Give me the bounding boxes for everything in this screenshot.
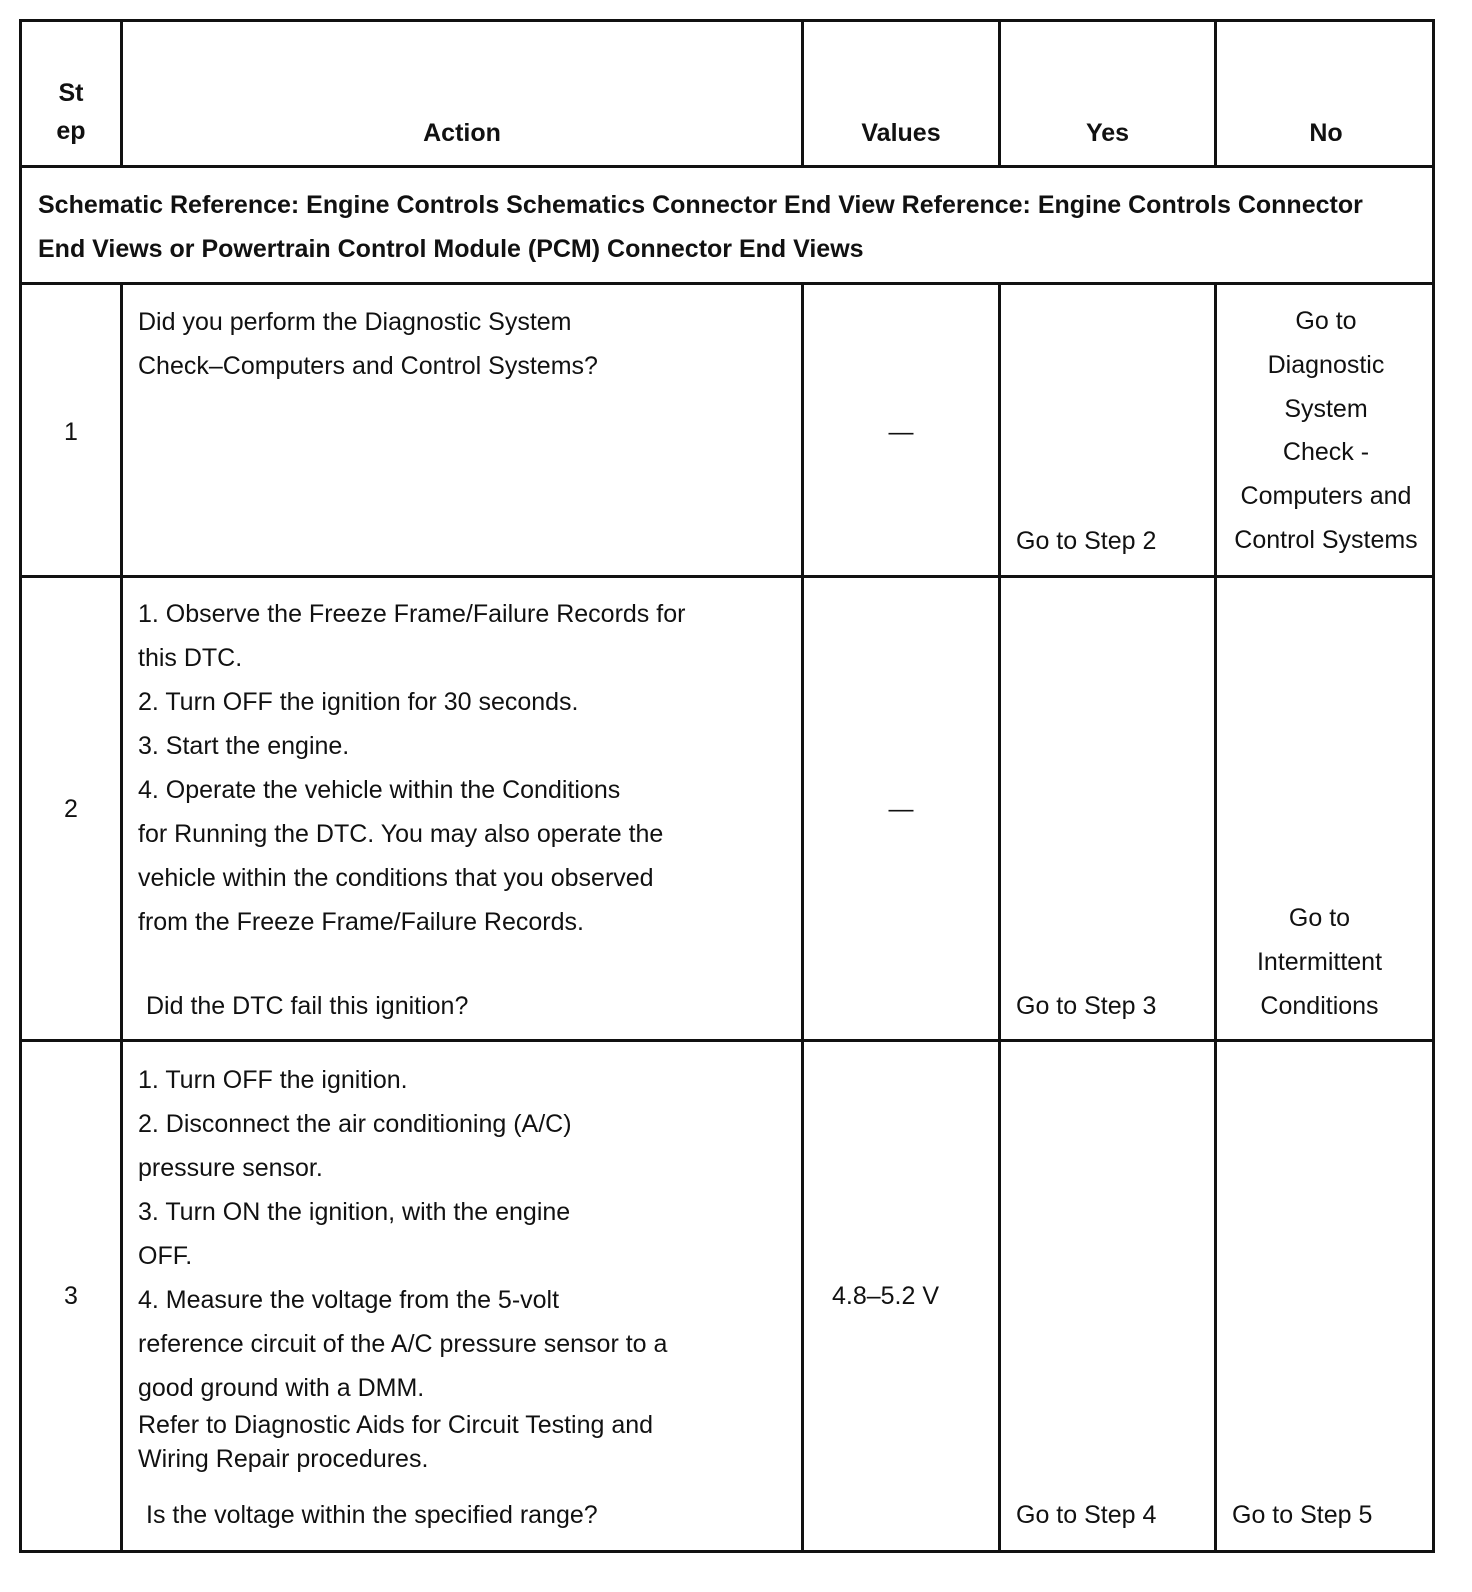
no-link[interactable] bbox=[1217, 300, 1435, 563]
action-line: OFF. bbox=[138, 1242, 193, 1270]
row-divider bbox=[22, 575, 1432, 578]
no-line: Control Systems bbox=[1234, 525, 1418, 554]
action-line: 2. Turn OFF the ignition for 30 seconds. bbox=[138, 688, 579, 716]
action-line: 3. Turn ON the ignition, with the engine bbox=[138, 1198, 571, 1226]
header-step bbox=[22, 74, 120, 150]
col-divider bbox=[801, 282, 804, 1550]
no-link[interactable] bbox=[1217, 896, 1422, 1028]
no-line: Conditions bbox=[1260, 992, 1379, 1020]
header-step-line-1: St bbox=[58, 79, 84, 107]
action-line: pressure sensor. bbox=[138, 1154, 323, 1182]
action-question: Did the DTC fail this ignition? bbox=[146, 992, 469, 1020]
action-line: vehicle within the conditions that you observed bbox=[138, 864, 654, 892]
row-divider bbox=[22, 165, 1432, 168]
row-divider bbox=[22, 282, 1432, 285]
action-line: 3. Start the engine. bbox=[138, 732, 350, 760]
header-yes: Yes bbox=[1085, 119, 1130, 147]
col-divider bbox=[120, 282, 123, 1550]
no-line: Intermittent bbox=[1256, 948, 1383, 976]
yes-link[interactable]: Go to Step 3 bbox=[1016, 992, 1157, 1020]
action-line: for Running the DTC. You may also operate the bbox=[138, 820, 664, 848]
header-action: Action bbox=[423, 119, 501, 147]
note-line: Refer to Diagnostic Aids for Circuit Testing and bbox=[138, 1411, 654, 1439]
action-line: this DTC. bbox=[138, 644, 243, 672]
step-number: 2 bbox=[64, 795, 78, 823]
action-line: 2. Disconnect the air conditioning (A/C) bbox=[138, 1110, 572, 1138]
value-cell: — bbox=[888, 418, 914, 446]
header-no: No bbox=[1309, 119, 1343, 147]
schematic-reference: Schematic Reference: Engine Controls Schematics Connector End View Reference: Engine Controls Connector End Views or Powertrain Control Module (PCM) Connector End Views bbox=[38, 191, 1363, 263]
value-cell: 4.8–5.2 V bbox=[832, 1282, 940, 1310]
step-number: 3 bbox=[64, 1282, 78, 1310]
no-line: System bbox=[1284, 394, 1368, 423]
action-line: reference circuit of the A/C pressure sensor to a bbox=[138, 1330, 668, 1358]
no-link[interactable]: Go to Step 5 bbox=[1232, 1501, 1373, 1529]
action-line: 4. Operate the vehicle within the Conditions bbox=[138, 776, 621, 804]
action-line: Did you perform the Diagnostic System bbox=[138, 308, 572, 336]
action-line: good ground with a DMM. bbox=[138, 1374, 425, 1402]
no-line: Go to bbox=[1295, 307, 1357, 335]
diagnostic-table bbox=[19, 19, 1435, 1553]
no-line: Diagnostic bbox=[1267, 350, 1385, 379]
header-values: Values bbox=[861, 119, 941, 147]
step-number: 1 bbox=[64, 418, 78, 446]
action-question: Is the voltage within the specified range? bbox=[146, 1501, 598, 1529]
action-line: Check–Computers and Control Systems? bbox=[138, 352, 598, 380]
col-divider bbox=[998, 282, 1001, 1550]
action-line: 4. Measure the voltage from the 5-volt bbox=[138, 1286, 560, 1314]
action-line: 1. Turn OFF the ignition. bbox=[138, 1066, 408, 1094]
yes-link[interactable]: Go to Step 2 bbox=[1016, 527, 1157, 555]
no-line: Computers and bbox=[1240, 482, 1412, 511]
no-line: Go to bbox=[1288, 904, 1351, 932]
value-cell: — bbox=[888, 795, 914, 823]
no-line: Check - bbox=[1282, 438, 1370, 467]
note-line: Wiring Repair procedures. bbox=[138, 1445, 429, 1473]
row-divider bbox=[22, 1039, 1432, 1042]
action-line: from the Freeze Frame/Failure Records. bbox=[138, 908, 584, 936]
yes-link[interactable]: Go to Step 4 bbox=[1016, 1501, 1157, 1529]
header-step-line-2: ep bbox=[56, 117, 86, 145]
action-line: 1. Observe the Freeze Frame/Failure Records for bbox=[138, 600, 686, 628]
